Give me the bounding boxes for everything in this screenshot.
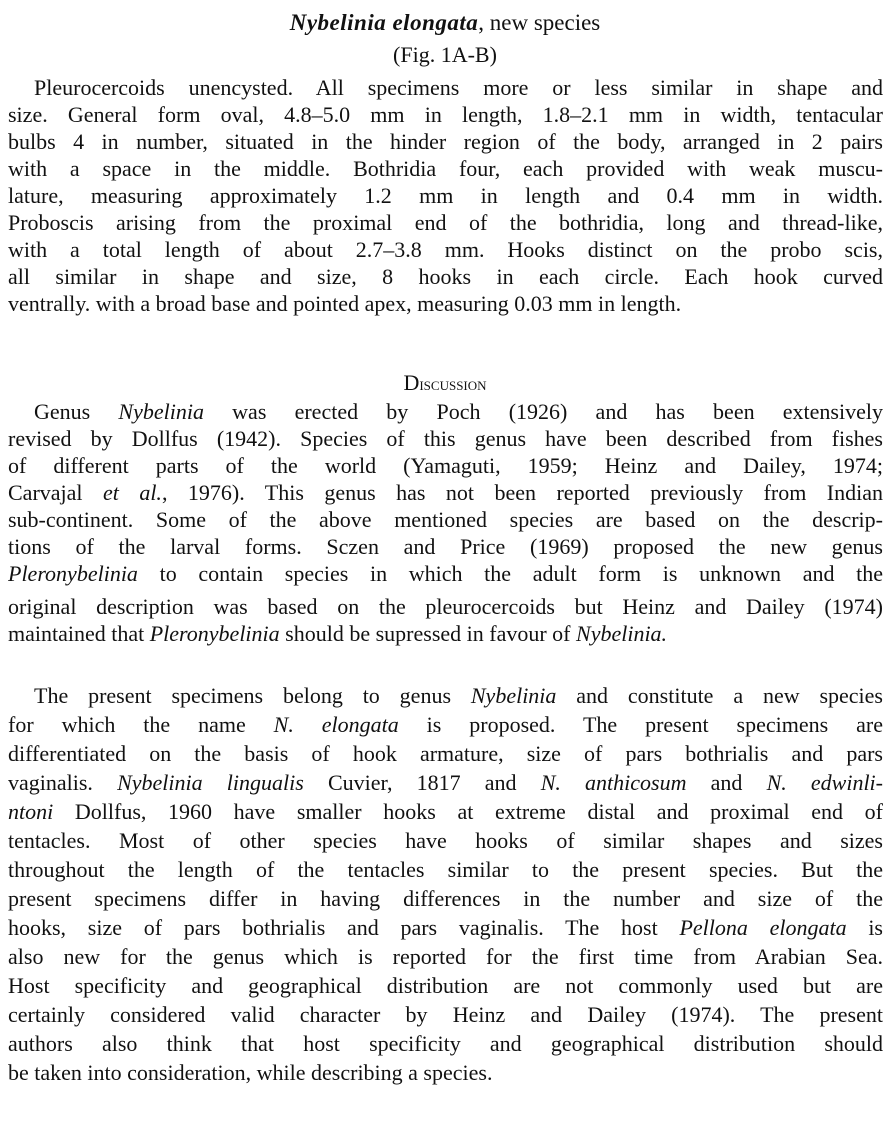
text-line [8,942,883,971]
text-segment: with a space in the middle. Bothridia four, each provided with weak muscu- [8,156,883,181]
text-line [8,913,883,942]
text-line [8,739,883,768]
text-line [8,263,883,290]
text-segment: revised by Dollfus (1942). Species of this genus have been described from fishes [8,426,883,451]
text-segment: also new for the genus which is reported for the first time from Arabian Sea. [8,944,883,969]
italic-term: Pleronybelinia [149,621,280,646]
text-segment: authors also think that host specificity and geographical distribution should [8,1031,883,1056]
text-line [8,506,883,533]
text-segment: lature, measuring approximately 1.2 mm in length and 0.4 mm in width. [8,183,883,208]
text-segment: , 1976). This genus has not been reported previously from Indian [161,480,883,505]
text-segment: be taken into consideration, while describing a species. [8,1060,493,1085]
italic-term: ntoni [8,799,54,824]
text-line [8,855,883,884]
text-line [8,101,883,128]
text-segment: ventrally. with a broad base and pointed apex, measuring 0.03 mm in length. [8,291,682,316]
text-segment: Genus [34,399,119,424]
text-segment: and constitute a new species [556,683,883,708]
text-line [8,128,883,155]
italic-term: Nybelinia. [576,621,668,646]
text-segment: present specimens differ in having differences in the number and size of the [8,886,883,911]
text-segment: and [686,770,767,795]
text-segment: bulbs 4 in number, situated in the hinder region of the body, arranged in 2 pairs [8,129,883,154]
text-segment: of different parts of the world (Yamaguti, 1959; Heinz and Dailey, 1974; [8,453,883,478]
text-line [8,290,883,317]
text-line [8,797,883,826]
italic-term: N. elongata [273,712,399,737]
text-segment: is proposed. The present specimens are [398,712,883,737]
text-line [8,826,883,855]
text-segment: is [846,915,883,940]
text-line [8,452,883,479]
text-line [8,74,883,101]
text-segment: certainly considered valid character by Heinz and Dailey (1974). The present [8,1002,883,1027]
discussion-paragraph-2 [8,681,883,1087]
discussion-heading: Discussion [403,370,487,395]
text-segment: size. General form oval, 4.8–5.0 mm in length, 1.8–2.1 mm in width, tentacular [8,102,883,127]
text-segment: Pleurocercoids unencysted. All specimens more or less similar in shape and [34,75,883,100]
text-line [8,681,883,710]
text-segment: The present specimens belong to genus [34,683,471,708]
text-line [8,560,883,587]
discussion-paragraph-1 [8,398,883,647]
text-segment: should be supressed in favour of [279,621,577,646]
text-segment: Proboscis arising from the proximal end of the bothridia, long and thread-like, [8,210,883,235]
species-suffix: , new species [478,10,601,35]
text-line [8,182,883,209]
text-segment: original description was based on the pleurocercoids but Heinz and Dailey (1974) [8,594,883,619]
text-line [8,768,883,797]
text-line [8,425,883,452]
text-line [8,971,883,1000]
text-line [8,710,883,739]
text-line [8,155,883,182]
text-line [8,236,883,263]
text-segment: Cuvier, 1817 and [303,770,541,795]
text-line [8,479,883,506]
text-segment: was erected by Poch (1926) and has been extensively [203,399,883,424]
italic-term: Pleronybelinia [8,561,138,586]
text-segment: with a total length of about 2.7–3.8 mm. Hooks distinct on the probo scis, [8,237,883,262]
text-segment: sub-continent. Some of the above mentioned species are based on the descrip- [8,507,883,532]
text-segment: hooks, size of pars bothrialis and pars vaginalis. The host [8,915,680,940]
text-segment: tions of the larval forms. Sczen and Price (1969) proposed the new genus [8,534,883,559]
text-segment: tentacles. Most of other species have hooks of similar shapes and sizes [8,828,883,853]
text-line [8,1029,883,1058]
text-segment: to contain species in which the adult form is unknown and the [137,561,883,586]
text-line [8,620,883,647]
text-line [8,533,883,560]
species-heading [0,10,890,36]
text-segment: Host specificity and geographical distribution are not commonly used but are [8,973,883,998]
figure-reference: (Fig. 1A-B) [393,42,497,67]
text-line [8,209,883,236]
text-line [8,884,883,913]
text-segment: for which the name [8,712,274,737]
text-segment: Dollfus, 1960 have smaller hooks at extreme distal and proximal end of [53,799,883,824]
italic-term: Nybelinia [470,683,557,708]
italic-term: Nybelinia lingualis [117,770,304,795]
text-line [8,1000,883,1029]
text-segment: all similar in shape and size, 8 hooks in each circle. Each hook curved [8,264,883,289]
italic-term: Pellona elongata [679,915,847,940]
italic-term: N. anthicosum [540,770,687,795]
italic-term: Nybelinia [118,399,204,424]
species-name: Nybelinia elongata [289,10,479,35]
text-segment: vaginalis. [8,770,118,795]
italic-term: N. edwinli- [766,770,883,795]
text-segment: Carvajal [8,480,103,505]
text-line [8,1058,883,1087]
text-segment: throughout the length of the tentacles similar to the present species. But the [8,857,883,882]
text-segment: maintained that [8,621,150,646]
description-paragraph [8,74,883,317]
text-segment: differentiated on the basis of hook armature, size of pars bothrialis and pars [8,741,883,766]
italic-term: et al. [102,480,162,505]
text-line [8,593,883,620]
text-line [8,398,883,425]
